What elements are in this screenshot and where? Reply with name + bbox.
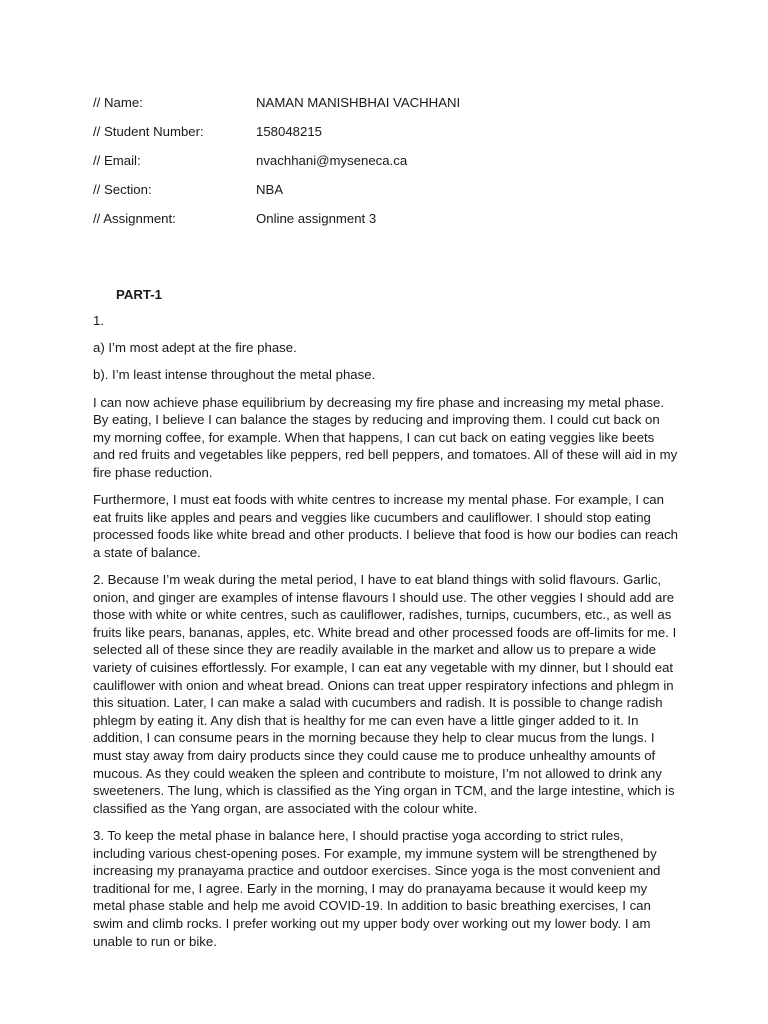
question-number-paragraph: 1. [93,313,104,328]
question-3-paragraph: 3. To keep the metal phase in balance here, I should practise yoga according to strict rules, including various chest-opening poses. For example, my immune system will be strengthened by increasing my pranayama practice and outdoor exercises. Since yoga is the most convenient and traditional for me, I agree. Early in the morning, I may do pranayama because it would keep my metal phase stable and help me avoid COVID-19. In addition to basic breathing exercises, I can swim and climb rocks. I prefer working out my upper body over working out my lower body. I am unable to run or bike. [93,828,661,949]
white-foods-paragraph: Furthermore, I must eat foods with white centres to increase my mental phase. For example, I can eat fruits like apples and pears and veggies like cucumbers and cauliflower. I should stop eating processed foods like white bread and other products. I believe that food is how our bodies can reach a state of balance. [93,492,679,560]
section-value: NBA [256,182,284,197]
assignment-value: Online assignment 3 [256,211,377,226]
header-row-email [93,146,693,175]
answer-a-paragraph: a) I’m most adept at the fire phase. [93,340,297,356]
student-number-value: 158048215 [256,124,323,139]
assignment-label: // Assignment: [93,211,176,226]
balance-paragraph: I can now achieve phase equilibrium by decreasing my fire phase and increasing my metal phase. By eating, I believe I can balance the stages by reducing and improving them. I could cut back on my morning coffee, for example. When that happens, I can cut back on eating veggies like beets and red fruits and vegetables like peppers, red bell peppers, and tomatoes. All of these will aid in my fire phase reduction. [93,394,678,480]
section-label: // Section: [93,182,152,197]
question-2-paragraph: 2. Because I’m weak during the metal period, I have to eat bland things with solid flavours. Garlic, onion, and ginger are examples of intense flavours I should use. The other veggies I should add are those with white or white centres, such as cauliflower, radishes, turnips, cucumbers, etc., as well as fruits like pears, bananas, apples, etc. White bread and other processed foods are off-limits for me. I selected all of these since they are readily available in the market and allow us to prepare a wide variety of cuisines effortlessly. For example, I can eat any vegetable with my dinner, but I should eat cauliflower with onion and wheat bread. Onions can treat upper respiratory infections and phlegm in this situation. Later, I can make a salad with cucumbers and radish. It is possible to change radish phlegm by eating it. Any dish that is healthy for me can even have a little ginger added to it. In addition, I can consume pears in the morning because they help to clear mucus from the lungs. I must stay away from dairy products since they could cause me to produce unhealthy amounts of mucous. As they could weaken the spleen and contribute to moisture, I’m not allowed to drink any sweeteners. The lung, which is classified as the Ying organ in TCM, and the large intestine, which is classified as the Yang organ, are associated with the colour white. [93,572,677,816]
answer-b-paragraph: b). I’m least intense throughout the metal phase. [93,367,376,383]
email-label: // Email: [93,153,141,168]
name-value: NAMAN MANISHBHAI VACHHANI [256,95,461,110]
student-number-label: // Student Number: [93,124,204,139]
header-row-section [93,175,693,204]
student-info-header [93,88,693,233]
header-row-assignment [93,204,693,233]
header-row-student-number [93,117,693,146]
section-heading: PART-1 [116,287,162,302]
document-body [93,286,678,960]
email-value: nvachhani@myseneca.ca [256,153,408,168]
header-row-name [93,88,693,117]
name-label: // Name: [93,95,143,110]
